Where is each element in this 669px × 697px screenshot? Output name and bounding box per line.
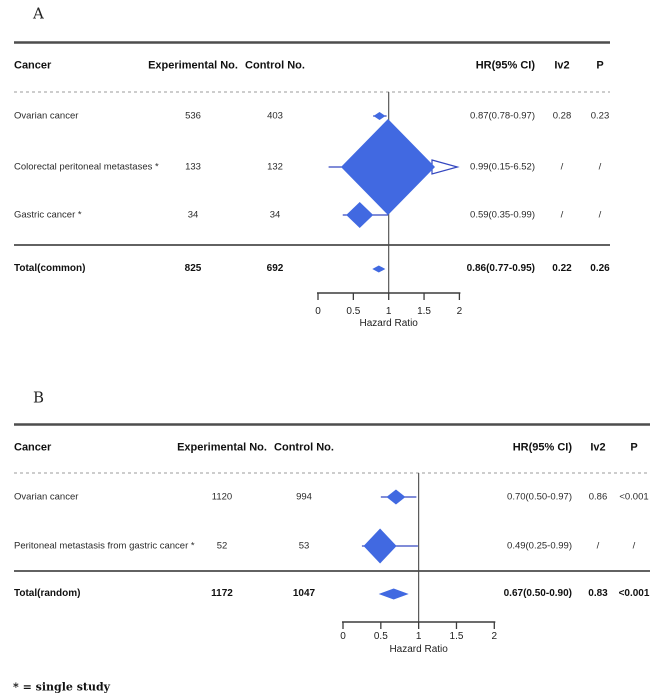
panel-b-label: B [33,388,45,407]
row-hr-ci-value: 0.59(0.35-0.99) [470,209,535,221]
x-axis-tick-label: 1.5 [449,631,464,642]
row-cancer-label: Ovarian cancer [14,491,79,503]
panel-a-label: A [33,4,44,23]
estimate-diamond [341,119,435,215]
x-axis-tick-label: 0.5 [373,631,388,642]
row-cancer-label: Ovarian cancer [14,110,79,122]
total-label: Total(common) [14,263,86,274]
footnote: * = single study [13,680,111,694]
row-hr-ci-value: 0.49(0.25-0.99) [507,540,572,552]
x-axis-tick-label: 1 [415,631,422,642]
row-p-value: 0.23 [590,110,610,122]
row-p-value: / [598,209,602,221]
total-control-no-value: 1047 [292,588,316,599]
total-summary-diamond [372,266,385,273]
total-label: Total(random) [14,588,81,599]
estimate-diamond [364,529,397,564]
column-header-experimental-no: Experimental No. [177,441,267,454]
row-control-no-value: 994 [296,491,312,503]
total-iv2-value: 0.83 [588,588,608,599]
row-iv2-value: 0.86 [588,491,608,503]
ci-overflow-arrow [432,160,457,174]
row-experimental-no-value: 34 [187,209,199,221]
row-cancer-label: Peritoneal metastasis from gastric cancer * [14,540,195,552]
x-axis-title: Hazard Ratio [359,318,418,329]
column-header-p: P [630,441,638,454]
row-hr-ci-value: 0.99(0.15-6.52) [470,161,535,173]
total-summary-diamond [379,589,409,600]
x-axis-tick-label: 0 [315,306,321,317]
total-control-no-value: 692 [266,263,284,274]
row-cancer-label: Colorectal peritoneal metastases * [14,161,159,173]
total-iv2-value: 0.22 [552,263,572,274]
x-axis-tick-label: 1 [385,306,392,317]
total-experimental-no-value: 1172 [211,588,233,599]
column-header-hr-ci: HR(95% CI) [512,441,572,454]
column-header-iv2: Iv2 [590,441,606,454]
row-hr-ci-value: 0.87(0.78-0.97) [470,110,535,122]
column-header-cancer: Cancer [14,441,52,454]
x-axis-title: Hazard Ratio [389,644,448,655]
estimate-diamond [386,490,405,505]
column-header-iv2: Iv2 [554,59,570,72]
x-axis-tick-label: 0 [340,631,346,642]
row-control-no-value: 53 [298,540,310,552]
x-axis-tick-label: 2 [491,631,498,642]
column-header-experimental-no: Experimental No. [148,59,238,72]
row-p-value: / [598,161,602,173]
row-control-no-value: 403 [267,110,283,122]
estimate-diamond [346,202,373,228]
x-axis-tick-label: 2 [456,306,463,317]
total-hr-ci-value: 0.67(0.50-0.90) [503,588,572,599]
total-experimental-no-value: 825 [184,263,202,274]
row-control-no-value: 132 [267,161,283,173]
x-axis-tick-label: 0.5 [346,306,361,317]
column-header-hr-ci: HR(95% CI) [475,59,535,72]
column-header-p: P [596,59,604,72]
total-hr-ci-value: 0.86(0.77-0.95) [466,263,535,274]
row-p-value: / [632,540,636,552]
column-header-control-no: Control No. [245,59,305,72]
row-control-no-value: 34 [269,209,281,221]
x-axis-tick-label: 1.5 [417,306,431,317]
row-iv2-value: / [560,209,564,221]
row-p-value: <0.001 [619,491,649,503]
row-iv2-value: / [596,540,600,552]
estimate-diamond [374,112,386,120]
total-p-value: <0.001 [618,588,650,599]
row-experimental-no-value: 52 [216,540,228,552]
row-experimental-no-value: 536 [185,110,201,122]
row-hr-ci-value: 0.70(0.50-0.97) [507,491,572,503]
row-iv2-value: 0.28 [552,110,572,122]
column-header-cancer: Cancer [14,59,52,72]
column-header-control-no: Control No. [274,441,334,454]
row-experimental-no-value: 1120 [211,491,233,503]
row-iv2-value: / [560,161,564,173]
row-cancer-label: Gastric cancer * [14,209,82,221]
total-p-value: 0.26 [590,263,610,274]
row-experimental-no-value: 133 [185,161,201,173]
